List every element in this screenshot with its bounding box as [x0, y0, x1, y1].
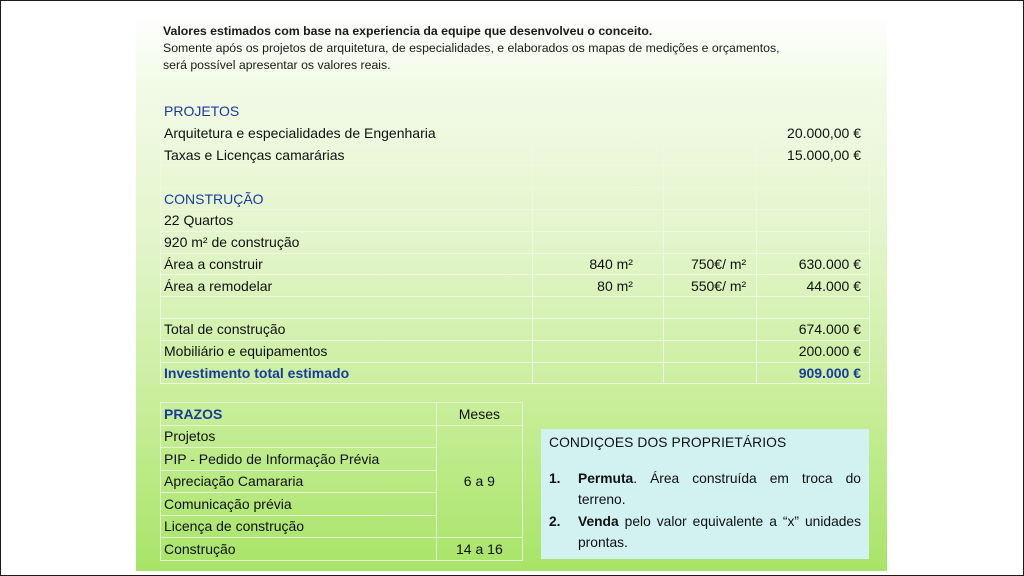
item-keyword: Venda: [578, 514, 619, 529]
prazos-header: PRAZOS: [161, 403, 437, 426]
prazo-item: PIP - Pedido de Informação Prévia: [161, 448, 437, 471]
table-row: [161, 403, 523, 426]
table-row: [161, 231, 870, 253]
prazo-item: Apreciação Camararia: [161, 470, 437, 493]
condicoes-box: [541, 429, 869, 559]
row-price: 750€/ m²: [663, 253, 756, 275]
row-value: 630.000 €: [757, 253, 870, 275]
row-label: Mobiliário e equipamentos: [161, 340, 533, 362]
row-label: 22 Quartos: [161, 209, 533, 231]
row-label: Taxas e Licenças camarárias: [161, 144, 533, 166]
investimento-label: Investimento total estimado: [161, 362, 533, 384]
row-value: 20.000,00 €: [757, 122, 870, 144]
table-row: [161, 340, 870, 362]
item-text: pelo valor equivalente a “x” unidades prontas.: [578, 514, 861, 550]
row-label: Arquitetura e especialidades de Engenharia: [161, 122, 533, 144]
row-label: Total de construção: [161, 318, 533, 340]
row-label: Área a remodelar: [161, 275, 533, 297]
budget-table: [160, 100, 870, 384]
table-row: [161, 275, 870, 297]
investimento-value: 909.000 €: [757, 362, 870, 384]
slide-content: [136, 13, 887, 571]
table-row: [161, 188, 870, 210]
intro-line-3: será possível apresentar os valores reais.: [163, 58, 391, 72]
table-row: [161, 209, 870, 231]
list-item: [549, 512, 861, 553]
list-item: [549, 469, 861, 510]
row-label: Área a construir: [161, 253, 533, 275]
table-row: [161, 362, 870, 384]
row-area: 840 m²: [533, 253, 664, 275]
meses-header: Meses: [436, 403, 522, 426]
projetos-header: PROJETOS: [161, 101, 533, 123]
row-value: 44.000 €: [757, 275, 870, 297]
table-row: [161, 538, 523, 561]
prazo-item: Comunicação prévia: [161, 493, 437, 516]
construcao-header: CONSTRUÇÃO: [161, 188, 533, 210]
item-number: 2.: [549, 514, 561, 529]
table-row: [161, 318, 870, 340]
prazo-item: Licença de construção: [161, 515, 437, 538]
table-row: [161, 425, 523, 448]
prazo-item: Projetos: [161, 425, 437, 448]
row-value: 674.000 €: [757, 318, 870, 340]
prazo-construcao-value: 14 a 16: [436, 538, 522, 561]
table-row: [161, 101, 870, 123]
prazo-construcao-label: Construção: [161, 538, 437, 561]
table-row: [161, 144, 870, 166]
table-row: [161, 253, 870, 275]
item-text: . Área construída em troca do terreno.: [578, 471, 861, 507]
row-price: 550€/ m²: [663, 275, 756, 297]
row-value: 15.000,00 €: [757, 144, 870, 166]
row-label: 920 m² de construção: [161, 231, 533, 253]
intro-line-2: Somente após os projetos de arquitetura, de especialidades, e elaborados os mapas de medições e orçamentos,: [163, 41, 780, 55]
prazo-meses-value: 6 a 9: [436, 425, 522, 538]
item-number: 1.: [549, 471, 561, 486]
table-row: [161, 297, 870, 319]
condicoes-title: CONDIÇOES DOS PROPRIETÁRIOS: [549, 435, 787, 450]
intro-line-1: Valores estimados com base na experiencia da equipe que desenvolveu o conceito.: [163, 24, 653, 38]
row-area: 80 m²: [533, 275, 664, 297]
table-row: [161, 166, 870, 188]
prazos-table: [160, 402, 523, 561]
item-keyword: Permuta: [578, 471, 634, 486]
table-row: [161, 122, 870, 144]
row-value: 200.000 €: [757, 340, 870, 362]
condicoes-list: [541, 469, 869, 555]
intro-text: [163, 23, 873, 74]
